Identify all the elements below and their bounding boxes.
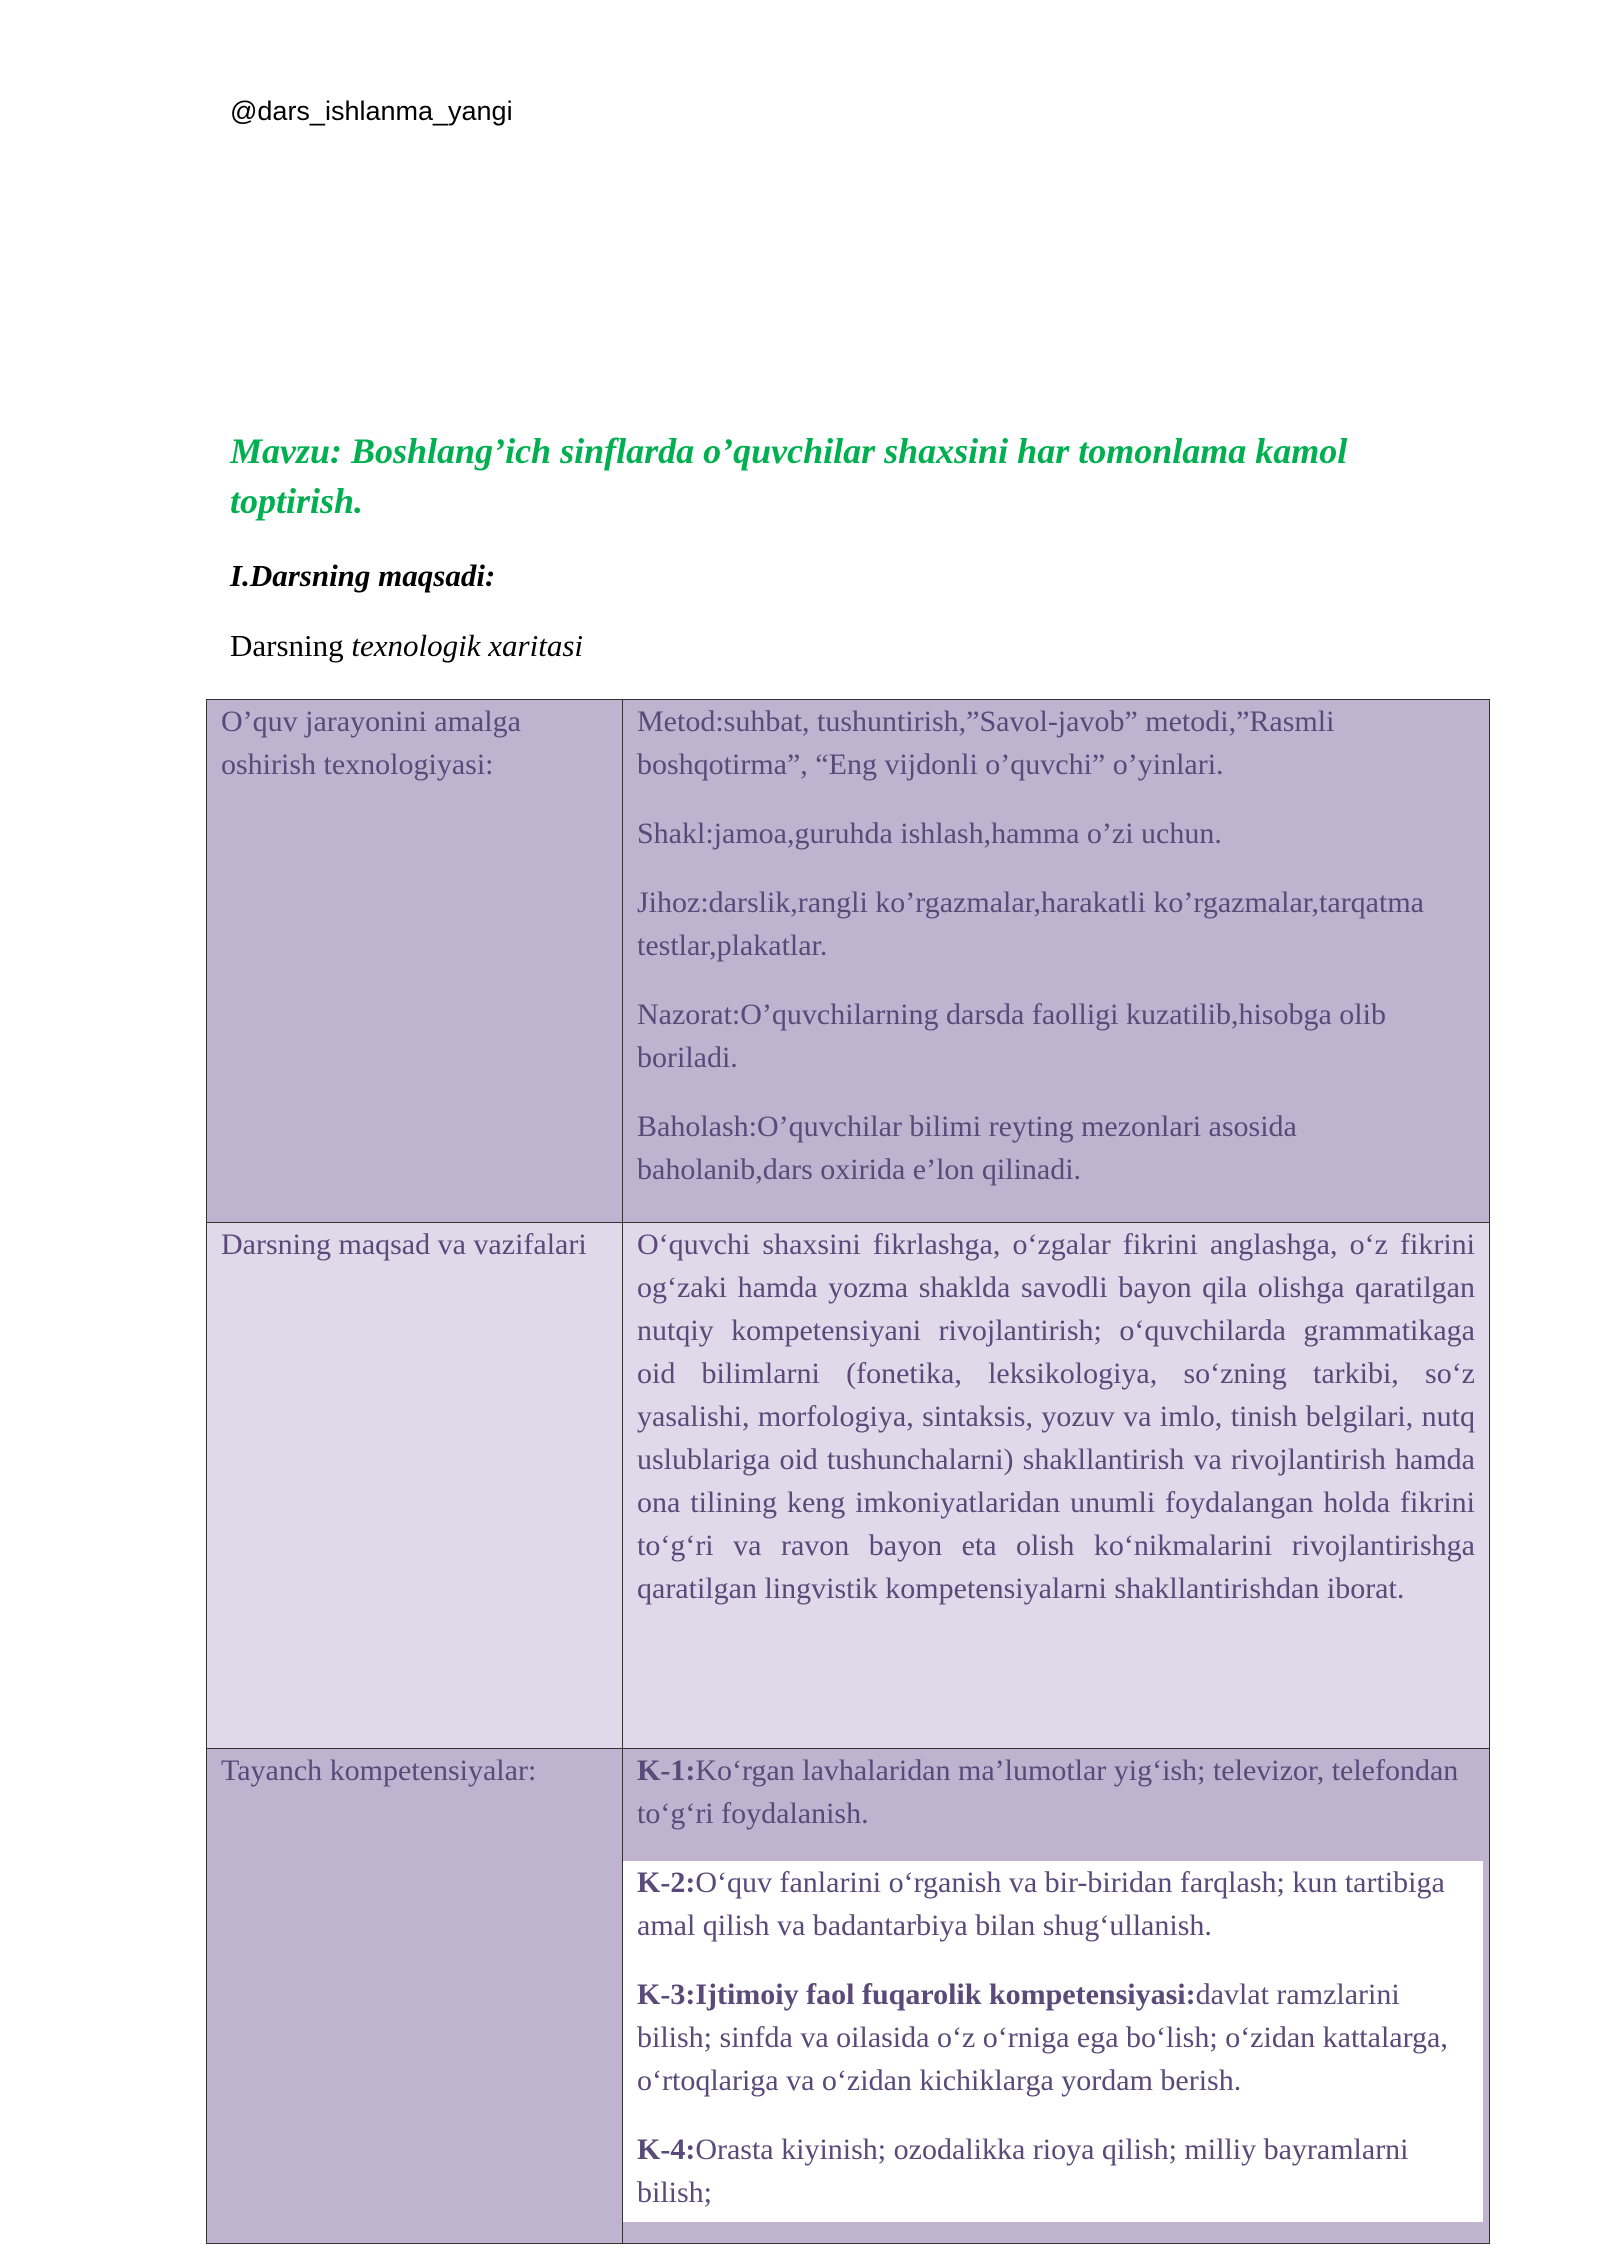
- k1-text: Ko‘rgan lavhalaridan ma’lumotlar yig‘ish; televizor, telefondan to‘g‘ri foydalanish.: [637, 1754, 1459, 1830]
- table-row: [207, 1223, 1490, 1749]
- k2-text: O‘quv fanlarini o‘rganish va bir-biridan farqlash; kun tartibiga amal qilish va badantarbiya bilan shug‘ullanish.: [637, 1866, 1445, 1942]
- row3-label: Tayanch kompetensiyalar:: [221, 1754, 537, 1787]
- k3-text: davlat ramzlarini bilish; sinfda va oilasida o‘z o‘rniga ega bo‘lish; o‘zidan kattalarga, o‘rtoqlariga va o‘zidan kichiklarga yordam berish.: [637, 1978, 1448, 2097]
- section-heading: I.Darsning maqsadi:: [230, 558, 496, 593]
- row1-content-cell: [623, 700, 1490, 1223]
- row2-label-cell: [207, 1223, 623, 1749]
- row2-label: Darsning maqsad va vazifalari: [221, 1228, 587, 1261]
- row1-label-cell: [207, 700, 623, 1223]
- control-text: Nazorat:O’quvchilarning darsda faolligi kuzatilib,hisobga olib boriladi.: [637, 998, 1386, 1074]
- assessment-text: Baholash:O’quvchilar bilimi reyting mezonlari asosida baholanib,dars oxirida e’lon qilinadi.: [637, 1110, 1297, 1186]
- lesson-map-table: [206, 699, 1490, 2244]
- row3-content-cell: [623, 1749, 1490, 2244]
- k2-code: K-2:: [637, 1866, 696, 1899]
- k1-code: K-1:: [637, 1754, 696, 1787]
- k1-item: [637, 1749, 1475, 1835]
- row2-content-cell: [623, 1223, 1490, 1749]
- equipment-text: Jihoz:darslik,rangli ko’rgazmalar,harakatli ko’rgazmalar,tarqatma testlar,plakatlar.: [637, 886, 1424, 962]
- table-caption: [230, 628, 583, 664]
- row1-label: O’quv jarayonini amalga oshirish texnologiyasi:: [221, 705, 521, 781]
- lesson-title: Mavzu: Boshlang’ich sinflarda o’quvchilar shaxsini har tomonlama kamol toptirish.: [230, 431, 1348, 521]
- k3-code: K-3:Ijtimoiy faol fuqarolik kompetensiyasi:: [637, 1978, 1196, 2011]
- caption-plain: Darsning: [230, 628, 352, 663]
- channel-handle: @dars_ishlanma_yangi: [230, 96, 513, 126]
- k4-item: [637, 2128, 1469, 2222]
- k3-item: [637, 1973, 1469, 2128]
- caption-italic: texnologik xaritasi: [351, 628, 583, 663]
- goals-text: O‘quvchi shaxsini fikrlashga, o‘zgalar fikrini anglashga, o‘z fikrini og‘zaki hamda yozma shaklda savodli bayon qila olishga qaratilgan nutqiy kompetensiyani rivojlantirish; o‘quvchilarda grammatikaga oid bilimlarni (fonetika, leksikologiya, so‘zning tarkibi, so‘z yasalishi, morfologiya, sintaksis, yozuv va imlo, tinish belgilari, nutq uslublariga oid tushunchalarni) shakllantirish va rivojlantirish hamda ona tilining keng imkoniyatlaridan unumli foydalangan holda fikrini to‘g‘ri va ravon bayon eta olish ko‘nikmalarini rivojlantirishga qaratilgan lingvistik kompetensiyalarni shakllantirishdan iborat.: [637, 1228, 1475, 1605]
- form-text: Shakl:jamoa,guruhda ishlash,hamma o’zi uchun.: [637, 817, 1222, 850]
- k2-item: [637, 1861, 1469, 1973]
- table-row: [207, 700, 1490, 1223]
- table-row: [207, 1749, 1490, 2244]
- k4-code: K-4:: [637, 2133, 696, 2166]
- highlighted-competencies: [623, 1861, 1483, 2222]
- method-text: Metod:suhbat, tushuntirish,”Savol-javob” metodi,”Rasmli boshqotirma”, “Eng vijdonli o’quvchi” o’yinlari.: [637, 705, 1335, 781]
- row3-label-cell: [207, 1749, 623, 2244]
- k4-text: Orasta kiyinish; ozodalikka rioya qilish; milliy bayramlarni bilish;: [637, 2133, 1409, 2209]
